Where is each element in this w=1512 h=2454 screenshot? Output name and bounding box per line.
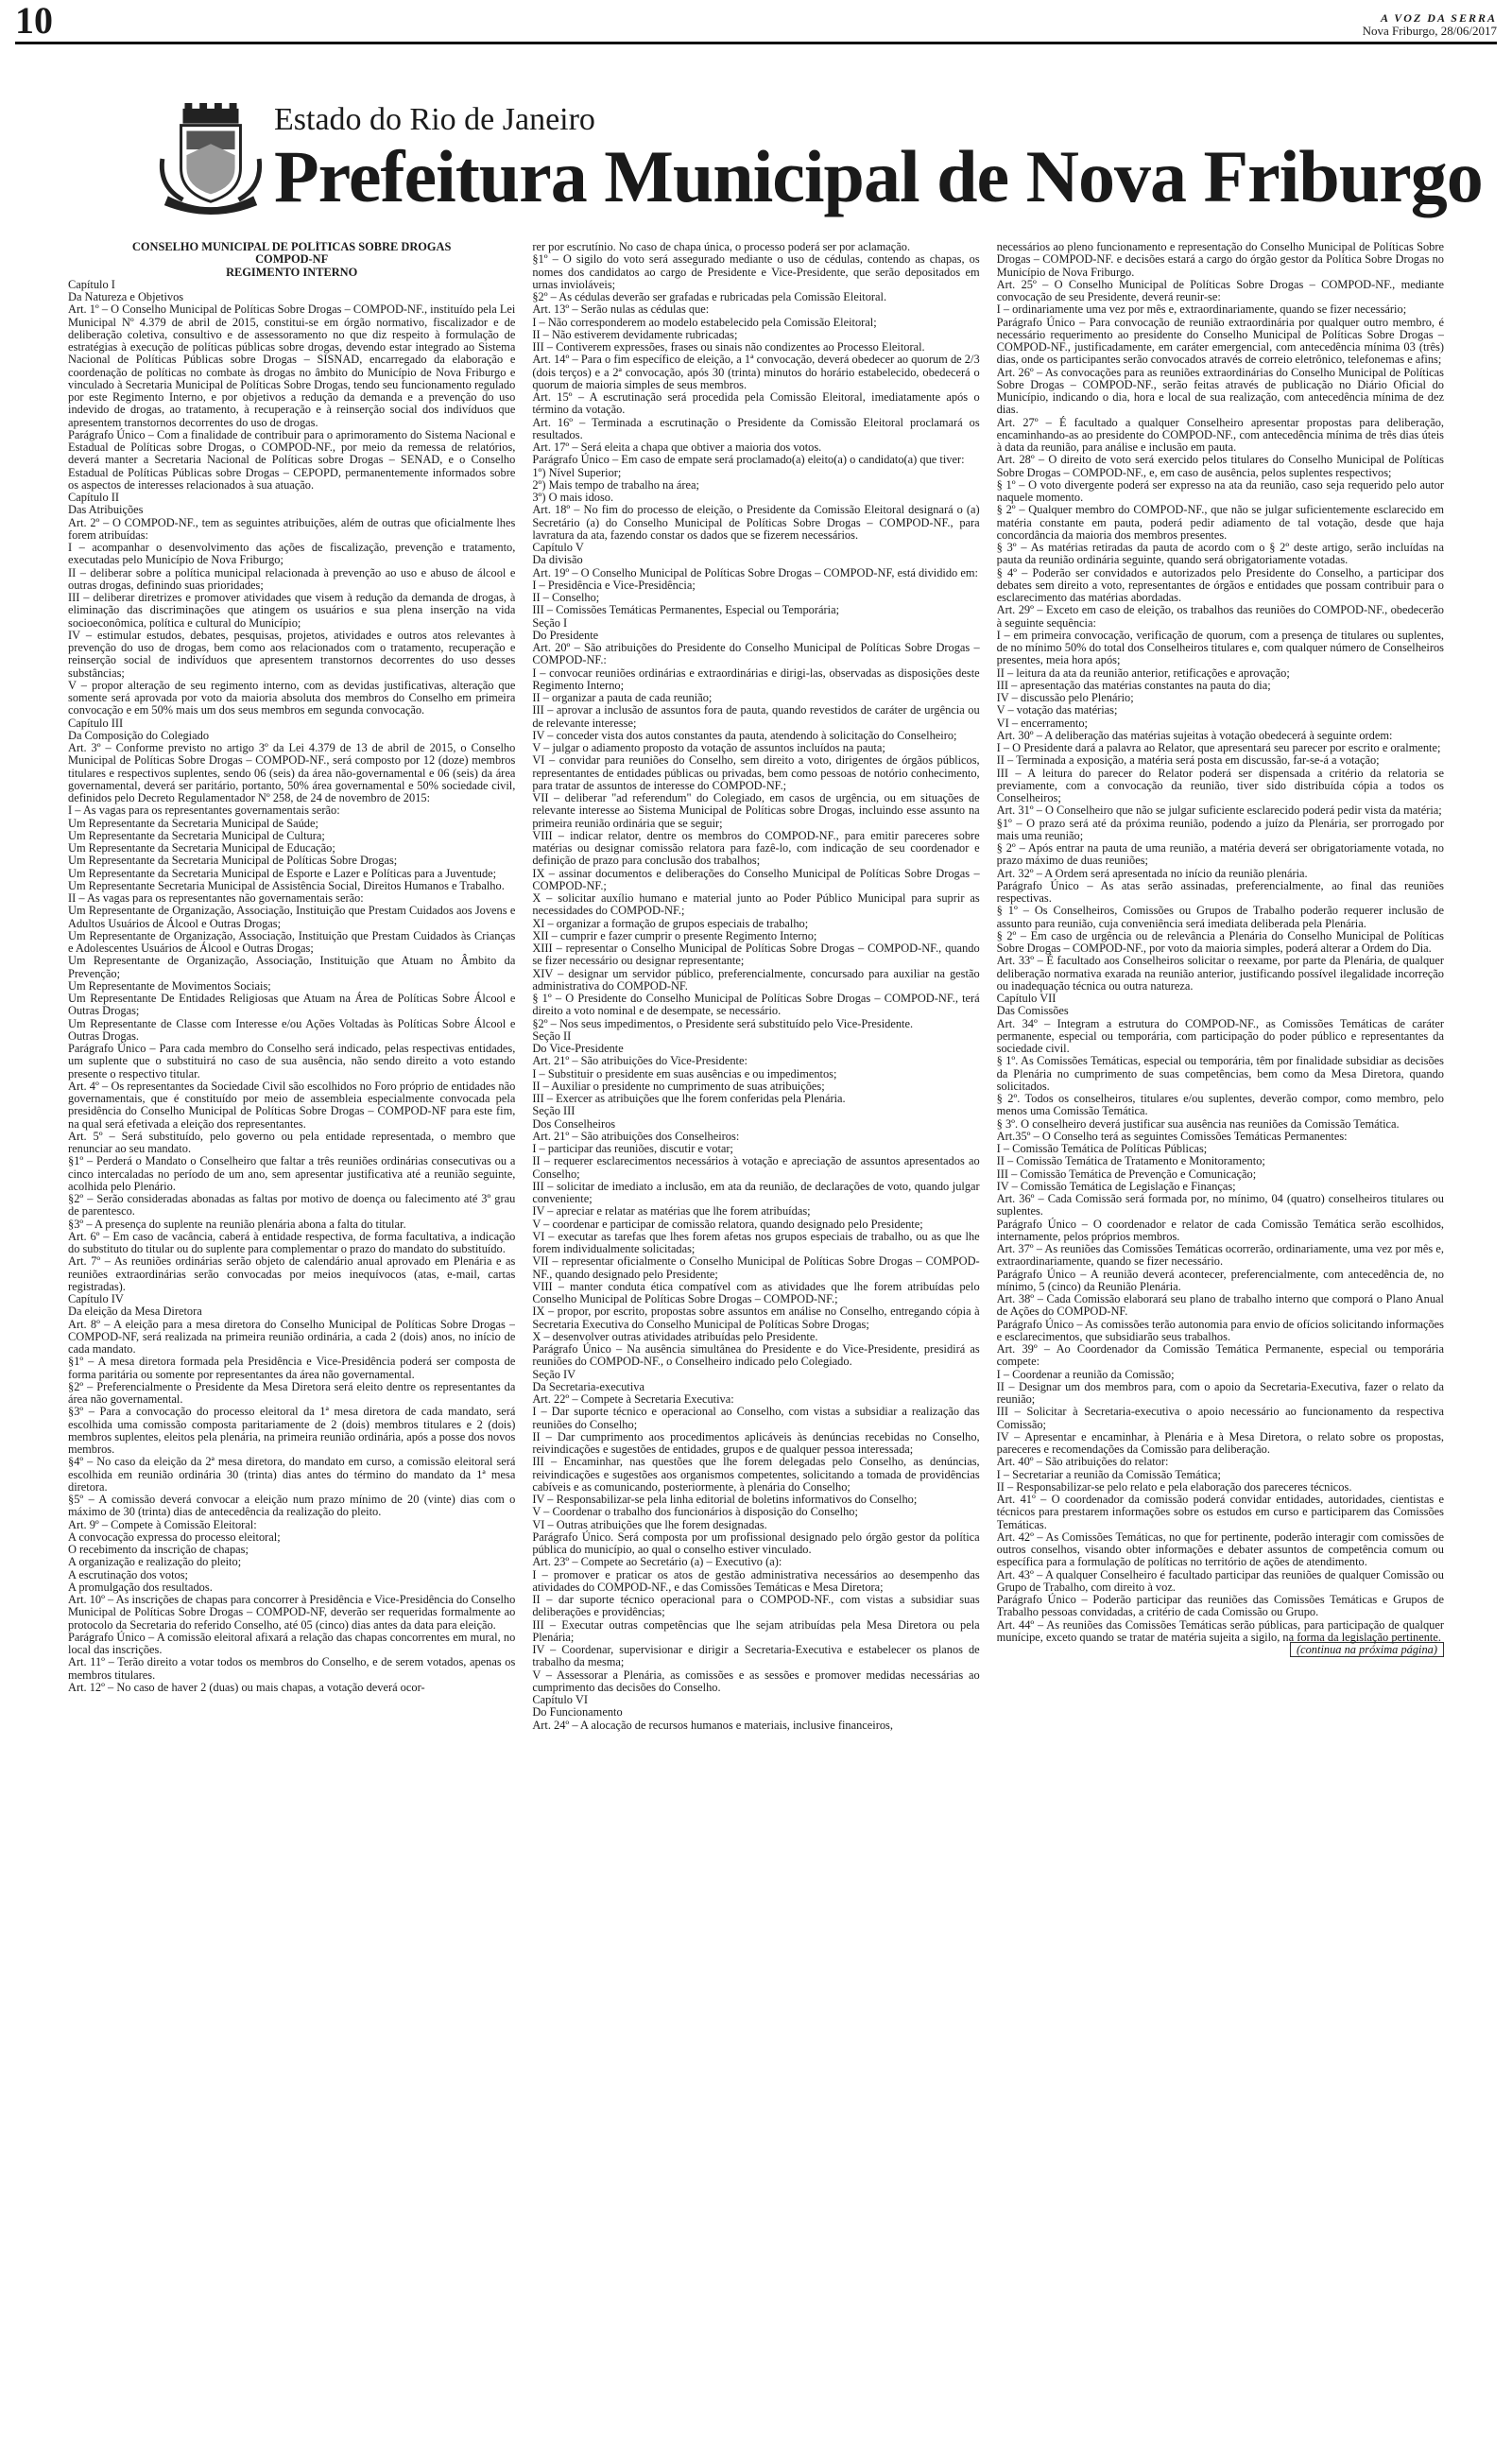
paragraph: Um Representante da Secretaria Municipal de Esporte e Lazer e Políticas para a Juventude;	[68, 866, 497, 880]
paragraph: Art. 15º – A escrutinação será procedida pela Comissão Eleitoral, imediatamente após o término da votação.	[532, 390, 980, 417]
paragraph: Da eleição da Mesa Diretora	[68, 1305, 202, 1319]
paragraph: § 1º. As Comissões Temáticas, especial ou temporária, têm por finalidade subsidiar as decisões da Plenária no cumprimento de suas competências, bem como da Mesa Diretora, quando solicitados.	[996, 1054, 1444, 1093]
paragraph: Art. 19º – O Conselho Municipal de Políticas Sobre Drogas – COMPOD-NF, está dividido em:	[532, 565, 978, 579]
paragraph: Art. 2º – O COMPOD-NF., tem as seguintes atribuições, além de outras que oficialmente lhes forem atribuídas:	[68, 515, 516, 542]
paragraph: A organização e realização do pleito;	[68, 1555, 242, 1569]
paragraph: Do Funcionamento	[532, 1705, 623, 1720]
masthead	[11, 88, 1501, 230]
paragraph: Um Representante Secretaria Municipal de Assistência Social, Direitos Humanos e Trabalho.	[68, 878, 505, 892]
paragraph: I – participar das reuniões, discutir e votar;	[532, 1142, 733, 1155]
paper-name: A VOZ DA SERRA	[1380, 11, 1497, 25]
paragraph: V – Assessorar a Plenária, as comissões e as sessões e promover medidas necessárias ao cumprimento das decisões do Conselho.	[532, 1668, 980, 1694]
paragraph: §2º – Serão consideradas abonadas as faltas por motivo de doença ou falecimento até 3º grau de parentesco.	[68, 1192, 516, 1218]
paragraph: Parágrafo Único – Em caso de empate será proclamado(a) eleito(a) o candidato(a) que tiver:	[532, 453, 965, 467]
paragraph: Capítulo III	[68, 716, 124, 730]
paragraph: Art. 38º – Cada Comissão elaborará seu plano de trabalho interno que comporá o Plano Anual de Ações do COMPOD-NF.	[996, 1292, 1444, 1319]
paragraph: Art. 28º – O direito de voto será exercido pelos titulares do Conselho Municipal de Políticas Sobre Drogas – COMPOD-NF., e, em caso de ausência, pelos suplentes respectivos;	[996, 453, 1444, 479]
paragraph: VI – Outras atribuições que lhe forem designadas.	[532, 1517, 767, 1531]
paragraph: §1º – O sigilo do voto será assegurado mediante o uso de cédulas, contendo as chapas, os nomes dos candidatos ao cargo de Presidente e Vice-Presidente, que serão depositados em urnas invioláveis;	[532, 252, 980, 291]
page-header	[15, 0, 1497, 44]
paragraph: I – acompanhar o desenvolvimento das ações de fiscalização, prevenção e tratamento, executadas pelo Município de Nova Friburgo;	[68, 541, 516, 567]
paragraph: III – Encaminhar, nas questões que lhe forem delegadas pelo Conselho, as denúncias, reivindicações e sugestões aos organismos competentes, solicitando a tomada de providências cabíveis e as comunicando, posteriormente, à plenária do Conselho;	[532, 1455, 980, 1494]
paragraph: IX – assinar documentos e deliberações do Conselho Municipal de Políticas Sobre Drogas – COMPOD-NF.;	[532, 866, 980, 892]
paragraph: Um Representante da Secretaria Municipal de Cultura;	[68, 828, 325, 842]
masthead-text	[274, 102, 1483, 216]
paragraph: Art. 7º – As reuniões ordinárias serão objeto de calendário anual aprovado em Plenária e as reuniões extraordinárias serão convocadas por meios inequívocos (atas, e-mail, cartas registradas).	[68, 1254, 516, 1293]
paragraph: III – apresentação das matérias constantes na pauta do dia;	[996, 678, 1271, 692]
paragraph: II – As vagas para os representantes não governamentais serão:	[68, 891, 364, 905]
paragraph: X – solicitar auxílio humano e material junto ao Poder Público Municipal para suprir as necessidades do COMPOD-NF.;	[532, 891, 980, 918]
paragraph: II – Designar um dos membros para, com o apoio da Secretaria-Executiva, fazer o relato da reunião;	[996, 1379, 1444, 1406]
paragraph: Art. 18º – No fim do processo de eleição, o Presidente da Comissão Eleitoral designará o (a) Secretário (a) do Conselho Municipal de Políticas Sobre Drogas – COMPOD-NF., para lavratura da ata, fazendo constar os dados que se fizerem necessários.	[532, 503, 980, 542]
paragraph: § 2º – Em caso de urgência ou de relevância a Plenária do Conselho Municipal de Políticas Sobre Drogas – COMPOD-NF., por voto da maioria simples, poderá alterar a Ordem do Dia.	[996, 928, 1444, 955]
paragraph: § 3º. O conselheiro deverá justificar sua ausência nas reuniões da Comissão Temática.	[996, 1116, 1400, 1131]
paragraph: Art. 1º – O Conselho Municipal de Políticas Sobre Drogas – COMPOD-NF., instituído pela Lei Municipal Nº 4.379 de abril de 2015, constitui-se em órgão normativo, fiscalizador e de deliberação coletiva, consultivo e de assessoramento no que diz respeito à formulação de estratégias à execução de políticas públicas sobre drogas, devendo estar integrado ao Sistema Nacional de Políticas Públicas sobre Drogas – SISNAD, encarregado da elaboração e coordenação de políticas no combate às drogas no âmbito do Município de Nova Friburgo e vinculado à Secretaria Municipal de Políticas Sobre Drogas, tendo seu funcionamento regulado por este Regimento Interno, e por objetivos a redução da demanda e a prevenção do uso indevido de drogas, ao tratamento, à recuperação e à reinserção social dos indivíduos que apresentem transtornos decorrentes do uso de drogas.	[68, 302, 516, 429]
paragraph: Parágrafo Único – As atas serão assinadas, preferencialmente, ao final das reuniões respectivas.	[996, 878, 1444, 905]
paragraph: I – Coordenar a reunião da Comissão;	[996, 1367, 1175, 1381]
paragraph: Art. 39º – Ao Coordenador da Comissão Temática Permanente, especial ou temporária compete:	[996, 1342, 1444, 1369]
paragraph: Seção I	[532, 615, 568, 630]
paragraph: Art. 20º – São atribuições do Presidente do Conselho Municipal de Políticas Sobre Drogas – COMPOD-NF.:	[532, 641, 980, 667]
paragraph: Parágrafo Único – Poderão participar das reuniões das Comissões Temáticas e Grupos de Trabalho pessoas convidadas, a critério de cada Comissão ou Grupo.	[996, 1593, 1444, 1619]
paragraph: §3º – A presença do suplente na reunião plenária abona a falta do titular.	[68, 1217, 406, 1231]
paragraph: II – Responsabilizar-se pelo relato e pela elaboração dos pareceres técnicos.	[996, 1479, 1352, 1494]
paragraph: Art. 29º – Exceto em caso de eleição, os trabalhos das reuniões do COMPOD-NF., obedecerão à seguinte sequência:	[996, 603, 1444, 630]
paragraph: A escrutinação dos votos;	[68, 1567, 188, 1581]
paragraph: Art. 21º – São atribuições do Vice-Presidente:	[532, 1054, 747, 1068]
paragraph: III – Solicitar à Secretaria-executiva o apoio necessário ao funcionamento da respectiva Comissão;	[996, 1405, 1444, 1431]
paragraph: Do Presidente	[532, 628, 599, 642]
paragraph: Das Atribuições	[68, 503, 144, 517]
paragraph: I – convocar reuniões ordinárias e extraordinárias e dirigi-las, observadas as disposições deste Regimento Interno;	[532, 665, 980, 692]
paragraph: I – Comissão Temática de Políticas Públicas;	[996, 1142, 1208, 1155]
paragraph: IV – Coordenar, supervisionar e dirigir a Secretaria-Executiva e estabelecer os planos de trabalho da mesma;	[532, 1643, 980, 1669]
paragraph: IV – discussão pelo Plenário;	[996, 691, 1134, 704]
paragraph: IV – estimular estudos, debates, pesquisas, projetos, atividades e outros atos relevantes à prevenção do uso de drogas, bem como aos relacionados com o tratamento, recuperação e reinserção social de indivíduos que apresentem transtornos decorrentes do uso desses substâncias;	[68, 628, 516, 680]
paragraph: Da divisão	[532, 553, 583, 567]
paragraph: I – Secretariar a reunião da Comissão Temática;	[996, 1467, 1221, 1481]
paragraph: Seção IV	[532, 1367, 576, 1381]
paragraph: §3º – Para a convocação do processo eleitoral da 1ª mesa diretora de cada mandato, será escolhida uma comissão composta paritariamente de 2 (dois) membros titulares e 2 (dois) membros suplentes, eleitos pela plenária, na primeira reunião ordinária, após a posse dos novos membros.	[68, 1405, 516, 1456]
paragraph: § 2º – Após entrar na pauta de uma reunião, a matéria deverá ser obrigatoriamente votada, no prazo máximo de duas reuniões;	[996, 841, 1444, 868]
paragraph: Parágrafo Único – A comissão eleitoral afixará a relação das chapas concorrentes em mural, no local das inscrições.	[68, 1630, 516, 1656]
paragraph: V – julgar o adiamento proposto da votação de assuntos incluídos na pauta;	[532, 741, 885, 754]
paragraph: III – Exercer as atribuições que lhe forem conferidas pela Plenária.	[532, 1092, 846, 1105]
coat-of-arms-icon	[155, 103, 266, 215]
paragraph: Art. 24º – A alocação de recursos humanos e materiais, inclusive financeiros,	[532, 1718, 893, 1732]
paragraph: Capítulo V	[532, 541, 584, 554]
paragraph: § 1º – O voto divergente poderá ser expresso na ata da reunião, caso seja requerido pelo autor naquele momento.	[996, 477, 1444, 504]
paragraph: II – deliberar sobre a política municipal relacionada à prevenção ao uso e abuso de álcool e outras drogas, definindo suas prioridades;	[68, 565, 516, 592]
paragraph: Um Representante da Secretaria Municipal de Educação;	[68, 841, 335, 855]
paragraph: III – Comissão Temática de Prevenção e Comunicação;	[996, 1167, 1257, 1181]
paragraph: VIII – indicar relator, dentre os membros do COMPOD-NF., para emitir pareceres sobre matérias ou designar comissão relatora para fazê-lo, com indicação de seu coordenador e definição de prazo para conclusão dos trabalhos;	[532, 828, 980, 868]
paragraph: I – Presidência e Vice-Presidência;	[532, 578, 696, 592]
paragraph: II – Comissão Temática de Tratamento e Monitoramento;	[996, 1154, 1265, 1168]
paragraph: §2º – Nos seus impedimentos, o Presidente será substituído pelo Vice-Presidente.	[532, 1016, 914, 1030]
paragraph: Da Composição do Colegiado	[68, 728, 210, 742]
page-number: 10	[15, 0, 53, 42]
paragraph: Art. 26º – As convocações para as reuniões extraordinárias do Conselho Municipal de Políticas Sobre Drogas – COMPOD-NF., serão feitas através de publicação no Diário Oficial do Município, indicando o dia, hora e local de sua realização, com antecedência mínima de dez dias.	[996, 365, 1444, 417]
paragraph: IV – Responsabilizar-se pela linha editorial de boletins informativos do Conselho;	[532, 1493, 918, 1506]
paragraph: IV – apreciar e relatar as matérias que lhe forem atribuídas;	[532, 1204, 811, 1218]
paragraph: Art. 30º – A deliberação das matérias sujeitas à votação obedecerá à seguinte ordem:	[996, 728, 1393, 742]
paragraph: III – Executar outras competências que lhe sejam atribuídas pela Mesa Diretora ou pela Plenária;	[532, 1617, 980, 1644]
column-2	[532, 241, 979, 2425]
paragraph: II – Não estiverem devidamente rubricadas;	[532, 327, 738, 341]
paragraph: 2º) Mais tempo de trabalho na área;	[532, 477, 699, 492]
paragraph: V – propor alteração de seu regimento interno, com as devidas justificativas, alteração que somente será aprovada por voto da maioria absoluta dos membros do Conselho em primeira convocação e em 50% mais um dos seus membros em segunda convocação.	[68, 678, 516, 717]
paragraph: I – O Presidente dará a palavra ao Relator, que apresentará seu parecer por escrito e oralmente;	[996, 741, 1441, 754]
paragraph: § 3º – As matérias retiradas da pauta de acordo com o § 2º deste artigo, serão incluídas na pauta da reunião ordinária seguinte, quando será obrigatoriamente votadas.	[996, 541, 1444, 567]
paragraph: § 1º – Os Conselheiros, Comissões ou Grupos de Trabalho poderão requerer inclusão de assunto para reunião, cuja conveniência será imediata deliberada pela Plenária.	[996, 904, 1444, 930]
paragraph: Seção III	[532, 1104, 576, 1118]
paragraph: Capítulo IV	[68, 1292, 124, 1305]
paragraph: V – Coordenar o trabalho dos funcionários à disposição do Conselho;	[532, 1505, 858, 1519]
paragraph: § 1º – O Presidente do Conselho Municipal de Políticas Sobre Drogas – COMPOD-NF., terá direito a voto nominal e de desempate, se necessário.	[532, 992, 980, 1018]
paragraph: XI – organizar a formação de grupos especiais de trabalho;	[532, 916, 809, 930]
paragraph: Art. 32º – A Ordem será apresentada no início da reunião plenária.	[996, 866, 1308, 880]
paragraph: II – dar suporte técnico operacional para o COMPOD-NF., com vistas a subsidiar suas deliberações e providências;	[532, 1593, 980, 1619]
paragraph: Art. 16º – Terminada a escrutinação o Presidente da Comissão Eleitoral proclamará os resultados.	[532, 415, 980, 441]
paragraph: Parágrafo Único. Será composta por um profissional designado pelo órgão gestor da política pública do município, ao qual o conselho estiver vinculado.	[532, 1529, 980, 1556]
paragraph: Um Representante de Movimentos Sociais;	[68, 978, 271, 993]
paragraph: Um Representante De Entidades Religiosas que Atuam na Área de Políticas Sobre Álcool e Outras Drogas;	[68, 992, 516, 1018]
paragraph: VI – encerramento;	[996, 716, 1088, 730]
paragraph: Um Representante de Organização, Associação, Instituição que Prestam Cuidados às Crianças e Adolescentes Usuários de Álcool e Outras Drogas;	[68, 928, 516, 955]
paragraph: Art. 6º – Em caso de vacância, caberá à entidade respectiva, de forma facultativa, a indicação do substituto do titular ou do suplente para complementar o prazo do mandato do substituído.	[68, 1229, 516, 1255]
paragraph: §2º – As cédulas deverão ser grafadas e rubricadas pela Comissão Eleitoral.	[532, 290, 887, 303]
paragraph: VII – deliberar "ad referendum" do Colegiado, em casos de urgência, ou em situações de relevante interesse ao Sistema Municipal de Políticas sobre Drogas, incluindo esse assunto na primeira reunião ordinária que se seguir;	[532, 791, 980, 830]
document-title: REGIMENTO INTERNO	[226, 265, 358, 279]
paragraph: II – requerer esclarecimentos necessários à votação e apreciação de assuntos apresentados ao Conselho;	[532, 1154, 980, 1181]
paragraph: Parágrafo Único – Para cada membro do Conselho será indicado, pelas respectivas entidades, um suplente que o substituirá no caso de sua ausência, não sendo direito a voto estando presente o respectivo titular.	[68, 1042, 516, 1080]
paragraph: Art. 17º – Será eleita a chapa que obtiver a maioria dos votos.	[532, 441, 822, 454]
article-columns	[11, 241, 1501, 2425]
state-name: Estado do Rio de Janeiro	[274, 102, 595, 137]
paragraph: Art. 4º – Os representantes da Sociedade Civil são escolhidos no Foro próprio de entidades não governamentais, que é constituído por meio de assembleia especialmente convocada pela presidência do Conselho Municipal de Políticas Sobre Drogas – COMPOD-NF para este fim, na qual será efetivada a eleição dos representantes.	[68, 1079, 516, 1131]
paragraph: II – Dar cumprimento aos procedimentos aplicáveis às denúncias recebidas no Conselho, reivindicações e sugestões de entidades, grupos e de qualquer pessoa interessada;	[532, 1429, 980, 1456]
paragraph: Art. 36º – Cada Comissão será formada por, no mínimo, 04 (quatro) conselheiros titulares ou suplentes.	[996, 1192, 1444, 1218]
paragraph: III – A leitura do parecer do Relator poderá ser dispensada a critério da relatoria se previamente, com a convocação da reunião, tiver sido distribuída cópia a todos os Conselheiros;	[996, 766, 1444, 804]
paragraph: Um Representante de Organização, Associação, Instituição que Prestam Cuidados aos Jovens e Adultos Usuários de Álcool e Outras Drogas;	[68, 904, 516, 930]
paragraph: Um Representante de Organização, Associação, Instituição que Atuam no Âmbito da Prevenção;	[68, 954, 516, 980]
paragraph: Parágrafo Único – Na ausência simultânea do Presidente e do Vice-Presidente, presidirá as reuniões do COMPOD-NF., o Conselheiro indicado pelo Colegiado.	[532, 1342, 980, 1369]
paragraph: Capítulo II	[68, 491, 120, 504]
paragraph: Da Secretaria-executiva	[532, 1379, 644, 1393]
paragraph: Um Representante de Classe com Interesse e/ou Ações Voltadas às Políticas Sobre Álcool e Outras Drogas.	[68, 1016, 516, 1043]
paragraph: Art. 9º – Compete à Comissão Eleitoral:	[68, 1517, 257, 1531]
paragraph: Art. 14º – Para o fim específico de eleição, a 1ª convocação, deverá obedecer ao quorum de 2/3 (dois terços) e a 2ª convocação, após 30 (trinta) minutos do horário estabelecido, obedecerá o quorum de maioria simples de seus membros.	[532, 353, 980, 391]
paragraph: § 2º – Qualquer membro do COMPOD-NF., que não se julgar suficientemente esclarecido em matéria constante em pauta, poderá pedir adiamento de tal votação, desde que haja concordância da maioria dos membros presentes.	[996, 503, 1444, 542]
paragraph: Parágrafo Único – Com a finalidade de contribuir para o aprimoramento do Sistema Nacional e Estadual de Políticas sobre Drogas, o COMPOD-NF., por meio da remessa de relatórios, deverá manter a Secretaria Nacional de Políticas sobre Drogas – SENAD, e o Conselho Estadual de Políticas Públicas sobre Drogas – CEPOPD, permanentemente informados sobre os aspectos de interesses relacionados à sua atuação.	[68, 427, 516, 492]
paragraph: O recebimento da inscrição de chapas;	[68, 1543, 249, 1556]
paragraph: Parágrafo Único – As comissões terão autonomia para envio de ofícios solicitando informações e esclarecimentos, que subsidiarão seus trabalhos.	[996, 1317, 1444, 1343]
paragraph: §1º – O prazo será até da próxima reunião, podendo a juízo da Plenária, ser prorrogado por mais uma reunião;	[996, 816, 1444, 842]
paragraph: Art. 44º – As reuniões das Comissões Temáticas serão públicas, para participação de qualquer munícipe, exceto quando se tratar de matéria sujeita a sigilo, na forma da legislação pertinente.	[996, 1617, 1444, 1644]
paragraph: Art.35º – O Conselho terá as seguintes Comissões Temáticas Permanentes:	[996, 1129, 1348, 1143]
paragraph: Art. 43º – A qualquer Conselheiro é facultado participar das reuniões de qualquer Comissão ou Grupo de Trabalho, com direito à voz.	[996, 1567, 1444, 1594]
paragraph: XII – cumprir e fazer cumprir o presente Regimento Interno;	[532, 928, 817, 942]
paragraph: II – Auxiliar o presidente no cumprimento de suas atribuições;	[532, 1079, 825, 1093]
paragraph: Dos Conselheiros	[532, 1116, 616, 1131]
paragraph: III – Comissões Temáticas Permanentes, Especial ou Temporária;	[532, 603, 840, 617]
paragraph: Art. 42º – As Comissões Temáticas, no que for pertinente, poderão interagir com comissões de outros conselhos, visando obter informações e debater assuntos de competência comum ou específica para a formulação de políticas no território de ações de atendimento.	[996, 1529, 1444, 1569]
paragraph: Um Representante da Secretaria Municipal de Políticas Sobre Drogas;	[68, 854, 398, 868]
paragraph: IV – Apresentar e encaminhar, à Plenária e à Mesa Diretora, o relato sobre os propostas, pareceres e recomendações da Comissão para deliberação.	[996, 1429, 1444, 1456]
paragraph: Art. 40º – São atribuições do relator:	[996, 1455, 1169, 1469]
paragraph: A promulgação dos resultados.	[68, 1580, 213, 1594]
paper-date: Nova Friburgo, 28/06/2017	[1362, 24, 1497, 38]
paragraph: Art. 21º – São atribuições dos Conselheiros:	[532, 1129, 740, 1143]
paragraph: XIII – representar o Conselho Municipal de Políticas Sobre Drogas – COMPOD-NF., quando se fizer necessário ou designar representante;	[532, 942, 980, 968]
paragraph: III – solicitar de imediato a inclusão, em ata da reunião, de declarações de voto, quando julgar conveniente;	[532, 1179, 980, 1205]
paragraph: Art. 8º – A eleição para a mesa diretora do Conselho Municipal de Políticas Sobre Drogas – COMPOD-NF, será realizada na primeira reunião ordinária, a cada 2 (dois) anos, no início de cada mandato.	[68, 1317, 516, 1356]
paragraph: 3º) O mais idoso.	[532, 491, 614, 504]
paragraph: VI – convidar para reuniões do Conselho, sem direito a voto, dirigentes de órgãos públicos, representantes de entidades públicas ou privadas, bem como pessoas de notório conhecimento, para tratar de assuntos de interesse do COMPOD-NF.;	[532, 753, 980, 792]
paragraph: Art. 12º – No caso de haver 2 (duas) ou mais chapas, a votação deverá ocor-	[68, 1680, 425, 1694]
continued-label: (continua na próxima página)	[1290, 1642, 1444, 1657]
paragraph: Capítulo VI	[532, 1693, 588, 1706]
paragraph: I – Dar suporte técnico e operacional ao Conselho, com vistas a subsidiar a realização das reuniões do Conselho;	[532, 1405, 980, 1431]
paragraph: Art. 37º – As reuniões das Comissões Temáticas ocorrerão, ordinariamente, uma vez por mês e, extraordinariamente, quando se fizer necessário.	[996, 1242, 1444, 1269]
paragraph: Parágrafo Único – Para convocação de reunião extraordinária por qualquer outro membro, é necessário requerimento ao presidente do Conselho Municipal de Políticas Sobre Drogas – COMPOD-NF., justificadamente, em caráter emergencial, com antecedência mínima 03 (três) dias, onde os participantes serão convocados através de correio eletrônico, telefonemas e afins;	[996, 315, 1444, 367]
paragraph: I – ordinariamente uma vez por mês e, extraordinariamente, quando se fizer necessário;	[996, 302, 1407, 317]
paragraph: XIV – designar um servidor público, preferencialmente, concursado para auxiliar na gestão administrativa do COMPOD-NF.	[532, 966, 980, 993]
council-acronym: COMPOD-NF	[255, 252, 329, 267]
paragraph: necessários ao pleno funcionamento e representação do Conselho Municipal de Políticas Sobre Drogas – COMPOD-NF. e decisões estará a cargo do órgão gestor da Política Sobre Drogas no Município de Nova Friburgo.	[996, 241, 1444, 279]
paragraph: §4º – No caso da eleição da 2ª mesa diretora, do mandato em curso, a comissão eleitoral será escolhida em reunião ordinária 30 (trinta) dias antes do término do mandato da 1ª mesa diretora.	[68, 1455, 516, 1494]
paragraph: V – votação das matérias;	[996, 703, 1118, 717]
paragraph: rer por escrutínio. No caso de chapa única, o processo poderá ser por aclamação.	[532, 241, 911, 253]
paragraph: I – As vagas para os representantes governamentais serão:	[68, 804, 340, 818]
paragraph: §1º – A mesa diretora formada pela Presidência e Vice-Presidência poderá ser composta de forma paritária ou somente por representantes da área não governamental.	[68, 1355, 516, 1381]
paragraph: III – Contiverem expressões, frases ou sinais não condizentes ao Processo Eleitoral.	[532, 340, 925, 354]
paragraph: IX – propor, por escrito, propostas sobre assuntos em análise no Conselho, entregando cópia à Secretaria Executiva do Conselho Municipal de Políticas Sobre Drogas;	[532, 1305, 980, 1331]
paragraph: Parágrafo Único – O coordenador e relator de cada Comissão Temática serão escolhidos, internamente, pelos próprios membros.	[996, 1217, 1444, 1243]
paragraph: §5º – A comissão deverá convocar a eleição num prazo mínimo de 20 (vinte) dias com o máximo de 30 (trinta) dias de antecedência da realização do pleito.	[68, 1493, 516, 1519]
paragraph: I – Substituir o presidente em suas ausências e ou impedimentos;	[532, 1066, 837, 1080]
paragraph: Art. 41º – O coordenador da comissão poderá convidar entidades, autoridades, cientistas e técnicos para prestarem informações sobre os estudos em curso e participarem das Comissões Temáticas.	[996, 1493, 1444, 1531]
paragraph: Art. 27º – É facultado a qualquer Conselheiro apresentar propostas para deliberação, encaminhando-as ao presidente do COMPOD-NF., com antecedência mínima de três dias úteis à data da reunião, para análise e inclusão em pauta.	[996, 415, 1444, 454]
paragraph: I – Não corresponderem ao modelo estabelecido pela Comissão Eleitoral;	[532, 315, 877, 329]
paragraph: Capítulo I	[68, 277, 115, 291]
paragraph: Art. 25º – O Conselho Municipal de Políticas Sobre Drogas – COMPOD-NF., mediante convocação de seu Presidente, deverá reunir-se:	[996, 277, 1444, 303]
paragraph: III – aprovar a inclusão de assuntos fora de pauta, quando revestidos de caráter de urgência ou de relevante interesse;	[532, 703, 980, 730]
paragraph: Art. 33º – É facultado aos Conselheiros solicitar o reexame, por parte da Plenária, de qualquer deliberação normativa exarada na reunião anterior, justificando possível ilegalidade incorreção ou inadequação técnica ou outra natureza.	[996, 954, 1444, 993]
paragraph: §2º – Preferencialmente o Presidente da Mesa Diretora será eleito dentre os representantes da área não governamental.	[68, 1379, 516, 1406]
paragraph: I – em primeira convocação, verificação de quorum, com a presença de titulares ou suplentes, de no mínimo 50% do total dos Conselheiros titulares e, com qualquer número de Conselheiros presentes, meia hora após;	[996, 628, 1444, 667]
paragraph: III – deliberar diretrizes e promover atividades que visem à redução da demanda de drogas, à eliminação das discriminações que atingem os usuários e sua plena inserção na vida socioeconômica, política e cultural do Município;	[68, 591, 516, 630]
paragraph: Art. 31º – O Conselheiro que não se julgar suficiente esclarecido poderá pedir vista da matéria;	[996, 804, 1442, 818]
paragraph: Um Representante da Secretaria Municipal de Saúde;	[68, 816, 318, 830]
paragraph: Da Natureza e Objetivos	[68, 290, 184, 303]
paragraph: II – Conselho;	[532, 591, 600, 604]
paragraph: X – desenvolver outras atividades atribuídas pelo Presidente.	[532, 1329, 818, 1343]
paragraph: Art. 11º – Terão direito a votar todos os membros do Conselho, e de serem votados, apenas os membros titulares.	[68, 1655, 516, 1682]
paragraph: IV – conceder vista dos autos constantes da pauta, atendendo à solicitação do Conselheiro;	[532, 728, 957, 742]
column-3	[997, 241, 1444, 2425]
paragraph: II – Terminada a exposição, a matéria será posta em discussão, far-se-á a votação;	[996, 753, 1380, 768]
paragraph: Art. 3º – Conforme previsto no artigo 3º da Lei 4.379 de 13 de abril de 2015, o Conselho Municipal de Políticas Sobre Drogas – COMPOD-NF., será composto por 12 (doze) membros titulares e respectivos suplentes, sendo 06 (seis) da área não-governamental e 06 (seis) da área governamental, deverá ser paritário, portanto, 50% área governamental e 50% sociedade civil, definidos pelo Decreto Regulamentador Nº 258, de 24 de novembro de 2015:	[68, 741, 516, 804]
paragraph: IV – Comissão Temática de Legislação e Finanças;	[996, 1179, 1236, 1193]
prefeitura-title: Prefeitura Municipal de Nova Friburgo	[274, 135, 1483, 217]
paragraph: Art. 10º – As inscrições de chapas para concorrer à Presidência e Vice-Presidência do Conselho Municipal de Políticas Sobre Drogas – COMPOD-NF, deverão ser requeridas formalmente ao protocolo da Secretaria do referido Conselho, até 05 (cinco) dias antes da data para eleição.	[68, 1593, 516, 1632]
paragraph: II – leitura da ata da reunião anterior, retificações e aprovação;	[996, 665, 1290, 680]
paragraph: V – coordenar e participar de comissão relatora, quando designado pelo Presidente;	[532, 1217, 923, 1231]
paragraph: 1º) Nível Superior;	[532, 465, 622, 479]
paragraph: §1º – Perderá o Mandato o Conselheiro que faltar a três reuniões ordinárias consecutivas ou a cinco intercaladas no período de um ano, sem apresentar justificativa até a reunião seguinte, acolhida pelo Plenário.	[68, 1154, 516, 1193]
paragraph: VII – representar oficialmente o Conselho Municipal de Políticas Sobre Drogas – COMPOD-NF., quando designado pelo Presidente;	[532, 1254, 980, 1281]
paragraph: Art. 13º – Serão nulas as cédulas que:	[532, 302, 710, 317]
paragraph: Art. 34º – Integram a estrutura do COMPOD-NF., as Comissões Temáticas de caráter permanente, especial ou temporária, com participação do poder público e representantes da sociedade civil.	[996, 1016, 1444, 1055]
continued-note	[997, 1644, 1444, 1656]
paragraph: Das Comissões	[996, 1004, 1069, 1018]
paragraph: Parágrafo Único – A reunião deverá acontecer, preferencialmente, com antecedência de, no mínimo, 5 (cinco) da Reunião Plenária.	[996, 1267, 1444, 1293]
paragraph: Do Vice-Presidente	[532, 1042, 624, 1055]
paragraph: VIII – manter conduta ética compatível com as atividades que lhe forem atribuídas pelo Conselho Municipal de Políticas Sobre Drogas – COMPOD-NF.;	[532, 1279, 980, 1305]
paragraph: § 2º. Todos os conselheiros, titulares e/ou suplentes, deverão compor, como membro, pelo menos uma Comissão Temática.	[996, 1092, 1444, 1118]
paragraph: Art. 23º – Compete ao Secretário (a) – Executivo (a):	[532, 1555, 782, 1569]
paragraph: Capítulo VII	[996, 992, 1057, 1005]
paragraph: § 4º – Poderão ser convidados e autorizados pelo Presidente do Conselho, a participar dos debates sem direito a voto, representantes de órgãos e entidades que possam contribuir para o esclarecimento das matérias abordadas.	[996, 565, 1444, 604]
council-name: CONSELHO MUNICIPAL DE POLÍTICAS SOBRE DROGAS	[131, 241, 452, 253]
column-1	[68, 241, 515, 2425]
paragraph: I – promover e praticar os atos de gestão administrativa necessários ao desempenho das atividades do COMPOD-NF., e das Comissões Temáticas e Mesa Diretora;	[532, 1567, 980, 1594]
paragraph: Art. 5º – Será substituído, pelo governo ou pela entidade representada, o membro que renunciar ao seu mandato.	[68, 1129, 516, 1155]
paragraph: Art. 22º – Compete à Secretaria Executiva:	[532, 1392, 734, 1406]
paragraph: VI – executar as tarefas que lhes forem afetas nos grupos especiais de trabalho, ou as que lhe forem individualmente solicitadas;	[532, 1229, 980, 1255]
paper-info	[1363, 11, 1497, 42]
paragraph: Seção II	[532, 1028, 572, 1043]
paragraph: A convocação expressa do processo eleitoral;	[68, 1529, 281, 1544]
paragraph: II – organizar a pauta de cada reunião;	[532, 691, 713, 704]
